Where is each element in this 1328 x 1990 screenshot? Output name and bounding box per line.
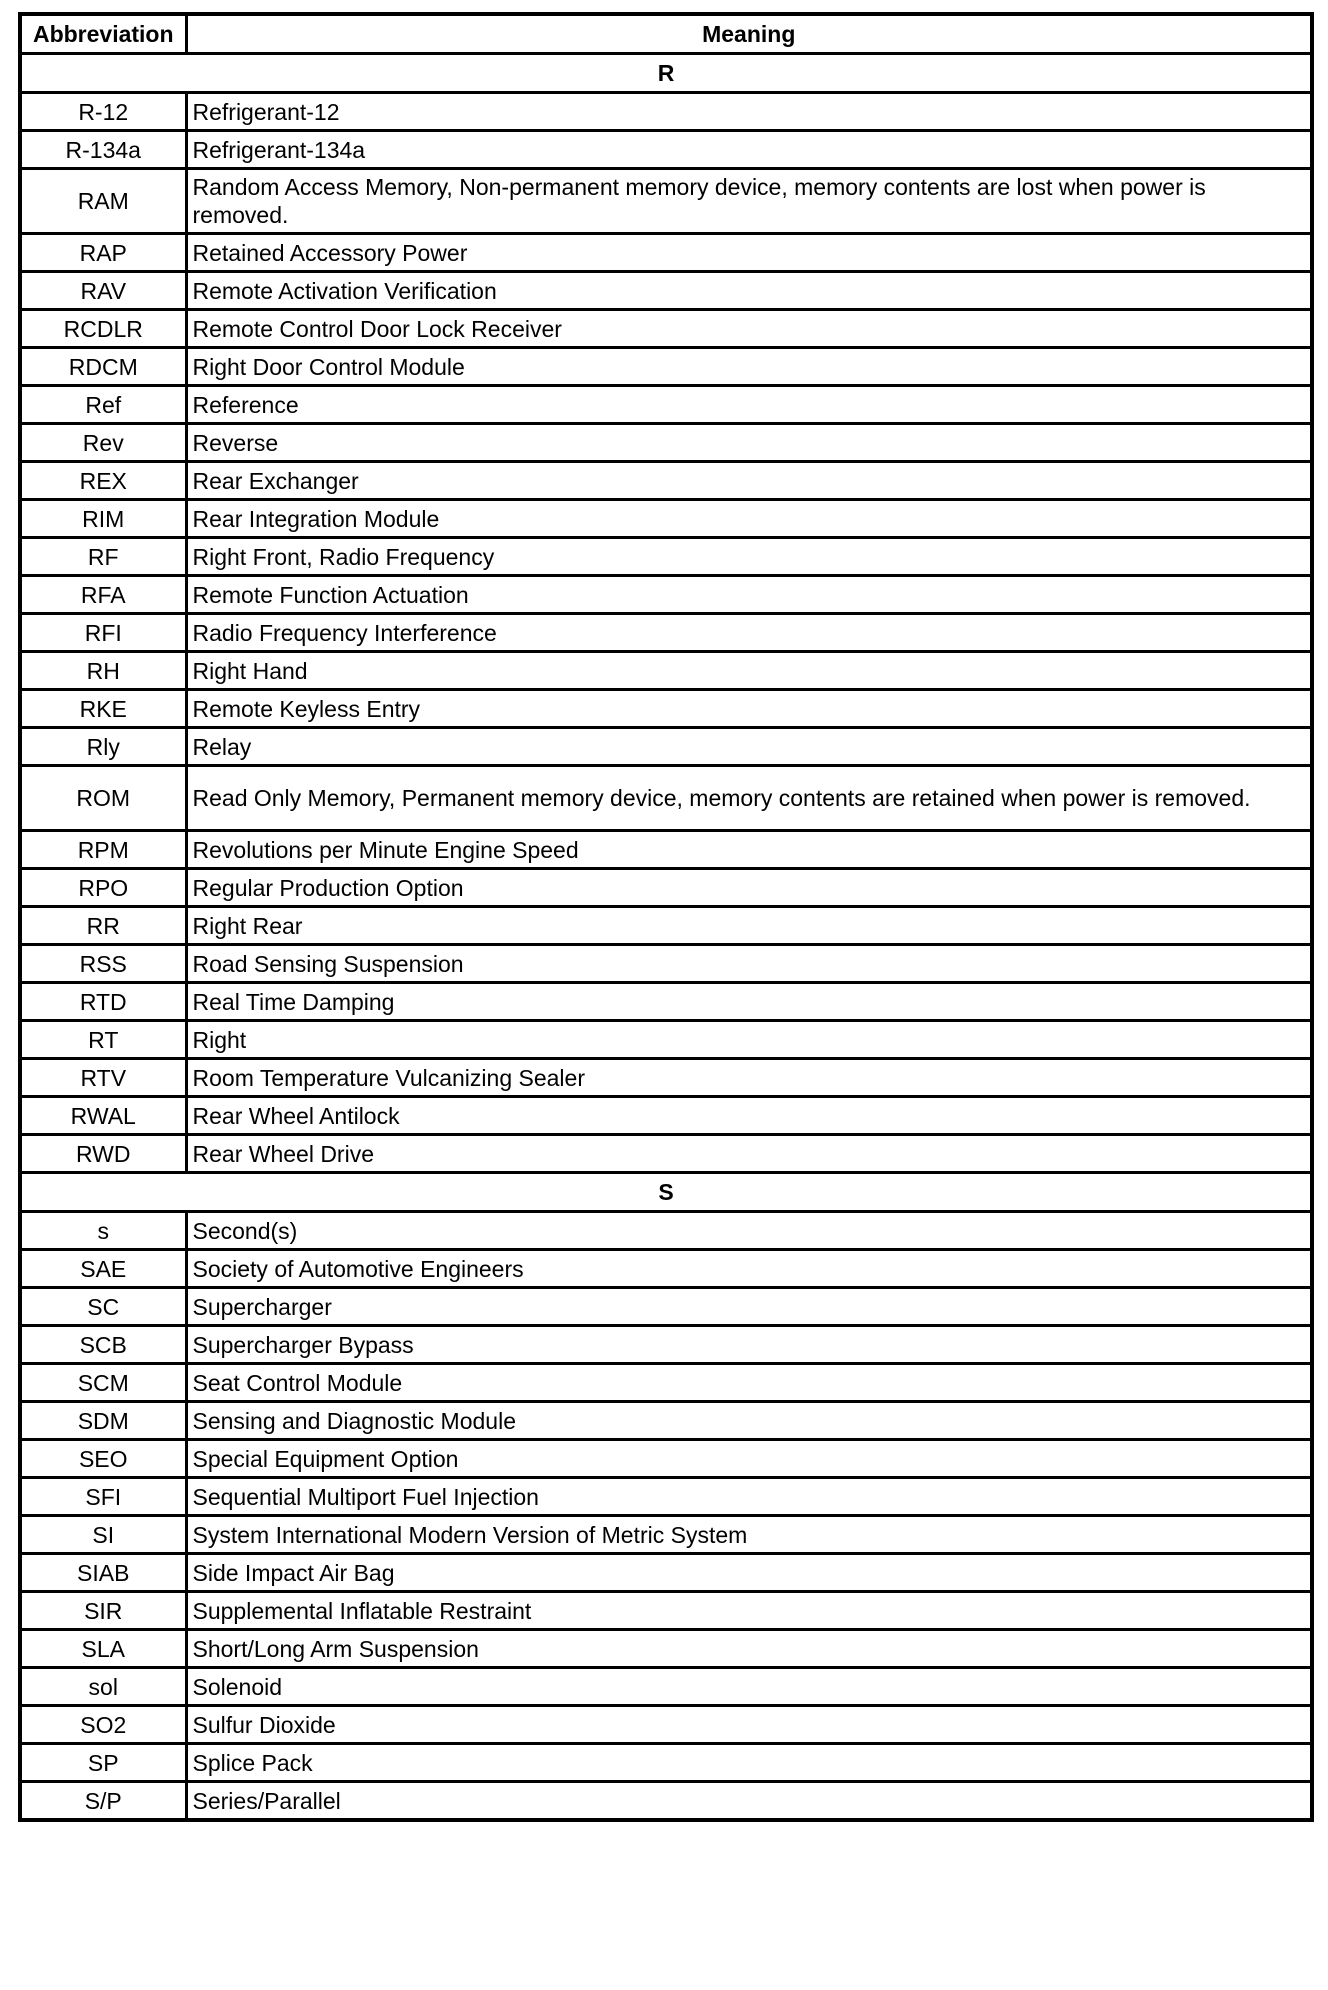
- abbreviation-cell: SIAB: [20, 1554, 186, 1592]
- table-row: [20, 348, 1312, 386]
- abbreviation-cell: RWD: [20, 1135, 186, 1173]
- meaning-cell: Solenoid: [186, 1668, 1312, 1706]
- meaning-cell: Read Only Memory, Permanent memory device, memory contents are retained when power is removed.: [186, 766, 1312, 831]
- table-header-row: [20, 14, 1312, 54]
- meaning-cell: Society of Automotive Engineers: [186, 1250, 1312, 1288]
- section-letter: R: [20, 54, 1312, 93]
- table-row: [20, 1516, 1312, 1554]
- table-row: [20, 1706, 1312, 1744]
- table-row: [20, 1630, 1312, 1668]
- table-row: [20, 93, 1312, 131]
- table-row: [20, 310, 1312, 348]
- abbreviation-cell: RCDLR: [20, 310, 186, 348]
- meaning-cell: Reference: [186, 386, 1312, 424]
- abbreviation-cell: RPM: [20, 831, 186, 869]
- section-header-row: [20, 1173, 1312, 1212]
- meaning-cell: Right: [186, 1021, 1312, 1059]
- abbreviation-cell: RKE: [20, 690, 186, 728]
- meaning-cell: Special Equipment Option: [186, 1440, 1312, 1478]
- table-row: [20, 1021, 1312, 1059]
- table-row: [20, 1288, 1312, 1326]
- abbreviation-cell: RWAL: [20, 1097, 186, 1135]
- table-row: [20, 576, 1312, 614]
- meaning-cell: Rear Integration Module: [186, 500, 1312, 538]
- table-row: [20, 1135, 1312, 1173]
- abbreviation-cell: SFI: [20, 1478, 186, 1516]
- table-row: [20, 424, 1312, 462]
- table-row: [20, 1364, 1312, 1402]
- meaning-cell: Remote Function Actuation: [186, 576, 1312, 614]
- table-row: [20, 907, 1312, 945]
- table-row: [20, 1059, 1312, 1097]
- abbreviation-cell: SAE: [20, 1250, 186, 1288]
- abbreviation-cell: RFA: [20, 576, 186, 614]
- table-row: [20, 131, 1312, 169]
- abbreviation-cell: RF: [20, 538, 186, 576]
- abbreviation-cell: s: [20, 1212, 186, 1250]
- abbreviation-cell: RSS: [20, 945, 186, 983]
- meaning-cell: Remote Control Door Lock Receiver: [186, 310, 1312, 348]
- abbreviation-cell: SLA: [20, 1630, 186, 1668]
- meaning-cell: Sequential Multiport Fuel Injection: [186, 1478, 1312, 1516]
- table-row: [20, 1478, 1312, 1516]
- meaning-cell: Real Time Damping: [186, 983, 1312, 1021]
- abbreviation-cell: SC: [20, 1288, 186, 1326]
- meaning-cell: Road Sensing Suspension: [186, 945, 1312, 983]
- table-row: [20, 1212, 1312, 1250]
- section-header-row: [20, 54, 1312, 93]
- table-row: [20, 500, 1312, 538]
- meaning-cell: Second(s): [186, 1212, 1312, 1250]
- table-row: [20, 728, 1312, 766]
- table-row: [20, 1440, 1312, 1478]
- meaning-cell: Remote Keyless Entry: [186, 690, 1312, 728]
- meaning-cell: Refrigerant-134a: [186, 131, 1312, 169]
- table-row: [20, 234, 1312, 272]
- table-row: [20, 1554, 1312, 1592]
- meaning-cell: Right Door Control Module: [186, 348, 1312, 386]
- meaning-cell: Relay: [186, 728, 1312, 766]
- abbreviation-cell: RAV: [20, 272, 186, 310]
- abbreviations-table: [18, 12, 1314, 1822]
- table-row: [20, 538, 1312, 576]
- table-row: [20, 1782, 1312, 1821]
- column-header-meaning: Meaning: [186, 14, 1312, 54]
- meaning-cell: Right Rear: [186, 907, 1312, 945]
- table-row: [20, 766, 1312, 831]
- meaning-cell: Random Access Memory, Non-permanent memory device, memory contents are lost when power is removed.: [186, 169, 1312, 234]
- meaning-cell: Room Temperature Vulcanizing Sealer: [186, 1059, 1312, 1097]
- meaning-cell: Supercharger Bypass: [186, 1326, 1312, 1364]
- abbreviation-cell: RTV: [20, 1059, 186, 1097]
- table-row: [20, 1668, 1312, 1706]
- meaning-cell: Series/Parallel: [186, 1782, 1312, 1821]
- abbreviation-cell: RFI: [20, 614, 186, 652]
- abbreviation-cell: SCM: [20, 1364, 186, 1402]
- meaning-cell: Side Impact Air Bag: [186, 1554, 1312, 1592]
- abbreviation-cell: SEO: [20, 1440, 186, 1478]
- abbreviation-cell: RT: [20, 1021, 186, 1059]
- abbreviation-cell: Ref: [20, 386, 186, 424]
- table-row: [20, 272, 1312, 310]
- abbreviation-cell: Rly: [20, 728, 186, 766]
- table-row: [20, 1326, 1312, 1364]
- abbreviation-cell: RAP: [20, 234, 186, 272]
- table-row: [20, 945, 1312, 983]
- meaning-cell: Splice Pack: [186, 1744, 1312, 1782]
- abbreviation-cell: R-12: [20, 93, 186, 131]
- abbreviation-cell: RIM: [20, 500, 186, 538]
- meaning-cell: Supplemental Inflatable Restraint: [186, 1592, 1312, 1630]
- abbreviation-cell: RTD: [20, 983, 186, 1021]
- abbreviation-cell: ROM: [20, 766, 186, 831]
- abbreviation-cell: SI: [20, 1516, 186, 1554]
- table-row: [20, 1402, 1312, 1440]
- abbreviation-cell: SO2: [20, 1706, 186, 1744]
- abbreviation-cell: SDM: [20, 1402, 186, 1440]
- meaning-cell: Right Front, Radio Frequency: [186, 538, 1312, 576]
- abbreviation-cell: SIR: [20, 1592, 186, 1630]
- abbreviation-cell: SCB: [20, 1326, 186, 1364]
- table-row: [20, 169, 1312, 234]
- meaning-cell: Rear Wheel Antilock: [186, 1097, 1312, 1135]
- abbreviation-cell: S/P: [20, 1782, 186, 1821]
- meaning-cell: Refrigerant-12: [186, 93, 1312, 131]
- table-row: [20, 1250, 1312, 1288]
- table-row: [20, 614, 1312, 652]
- abbreviation-cell: Rev: [20, 424, 186, 462]
- abbreviation-cell: REX: [20, 462, 186, 500]
- table-row: [20, 690, 1312, 728]
- abbreviation-cell: R-134a: [20, 131, 186, 169]
- table-row: [20, 831, 1312, 869]
- meaning-cell: Short/Long Arm Suspension: [186, 1630, 1312, 1668]
- abbreviation-cell: sol: [20, 1668, 186, 1706]
- table-row: [20, 869, 1312, 907]
- table-row: [20, 1592, 1312, 1630]
- column-header-abbreviation: Abbreviation: [20, 14, 186, 54]
- abbreviation-cell: RPO: [20, 869, 186, 907]
- meaning-cell: Retained Accessory Power: [186, 234, 1312, 272]
- meaning-cell: Rear Wheel Drive: [186, 1135, 1312, 1173]
- meaning-cell: Seat Control Module: [186, 1364, 1312, 1402]
- meaning-cell: Right Hand: [186, 652, 1312, 690]
- meaning-cell: Regular Production Option: [186, 869, 1312, 907]
- abbreviation-cell: RH: [20, 652, 186, 690]
- meaning-cell: Reverse: [186, 424, 1312, 462]
- table-row: [20, 983, 1312, 1021]
- meaning-cell: System International Modern Version of Metric System: [186, 1516, 1312, 1554]
- meaning-cell: Rear Exchanger: [186, 462, 1312, 500]
- abbreviation-cell: RDCM: [20, 348, 186, 386]
- table-row: [20, 386, 1312, 424]
- abbreviation-cell: RR: [20, 907, 186, 945]
- abbreviation-cell: RAM: [20, 169, 186, 234]
- section-letter: S: [20, 1173, 1312, 1212]
- meaning-cell: Remote Activation Verification: [186, 272, 1312, 310]
- abbreviations-table-container: [18, 12, 1310, 1822]
- meaning-cell: Radio Frequency Interference: [186, 614, 1312, 652]
- table-row: [20, 462, 1312, 500]
- meaning-cell: Supercharger: [186, 1288, 1312, 1326]
- meaning-cell: Sensing and Diagnostic Module: [186, 1402, 1312, 1440]
- abbreviation-cell: SP: [20, 1744, 186, 1782]
- meaning-cell: Sulfur Dioxide: [186, 1706, 1312, 1744]
- table-row: [20, 652, 1312, 690]
- table-body: [20, 54, 1312, 1821]
- table-row: [20, 1744, 1312, 1782]
- table-row: [20, 1097, 1312, 1135]
- meaning-cell: Revolutions per Minute Engine Speed: [186, 831, 1312, 869]
